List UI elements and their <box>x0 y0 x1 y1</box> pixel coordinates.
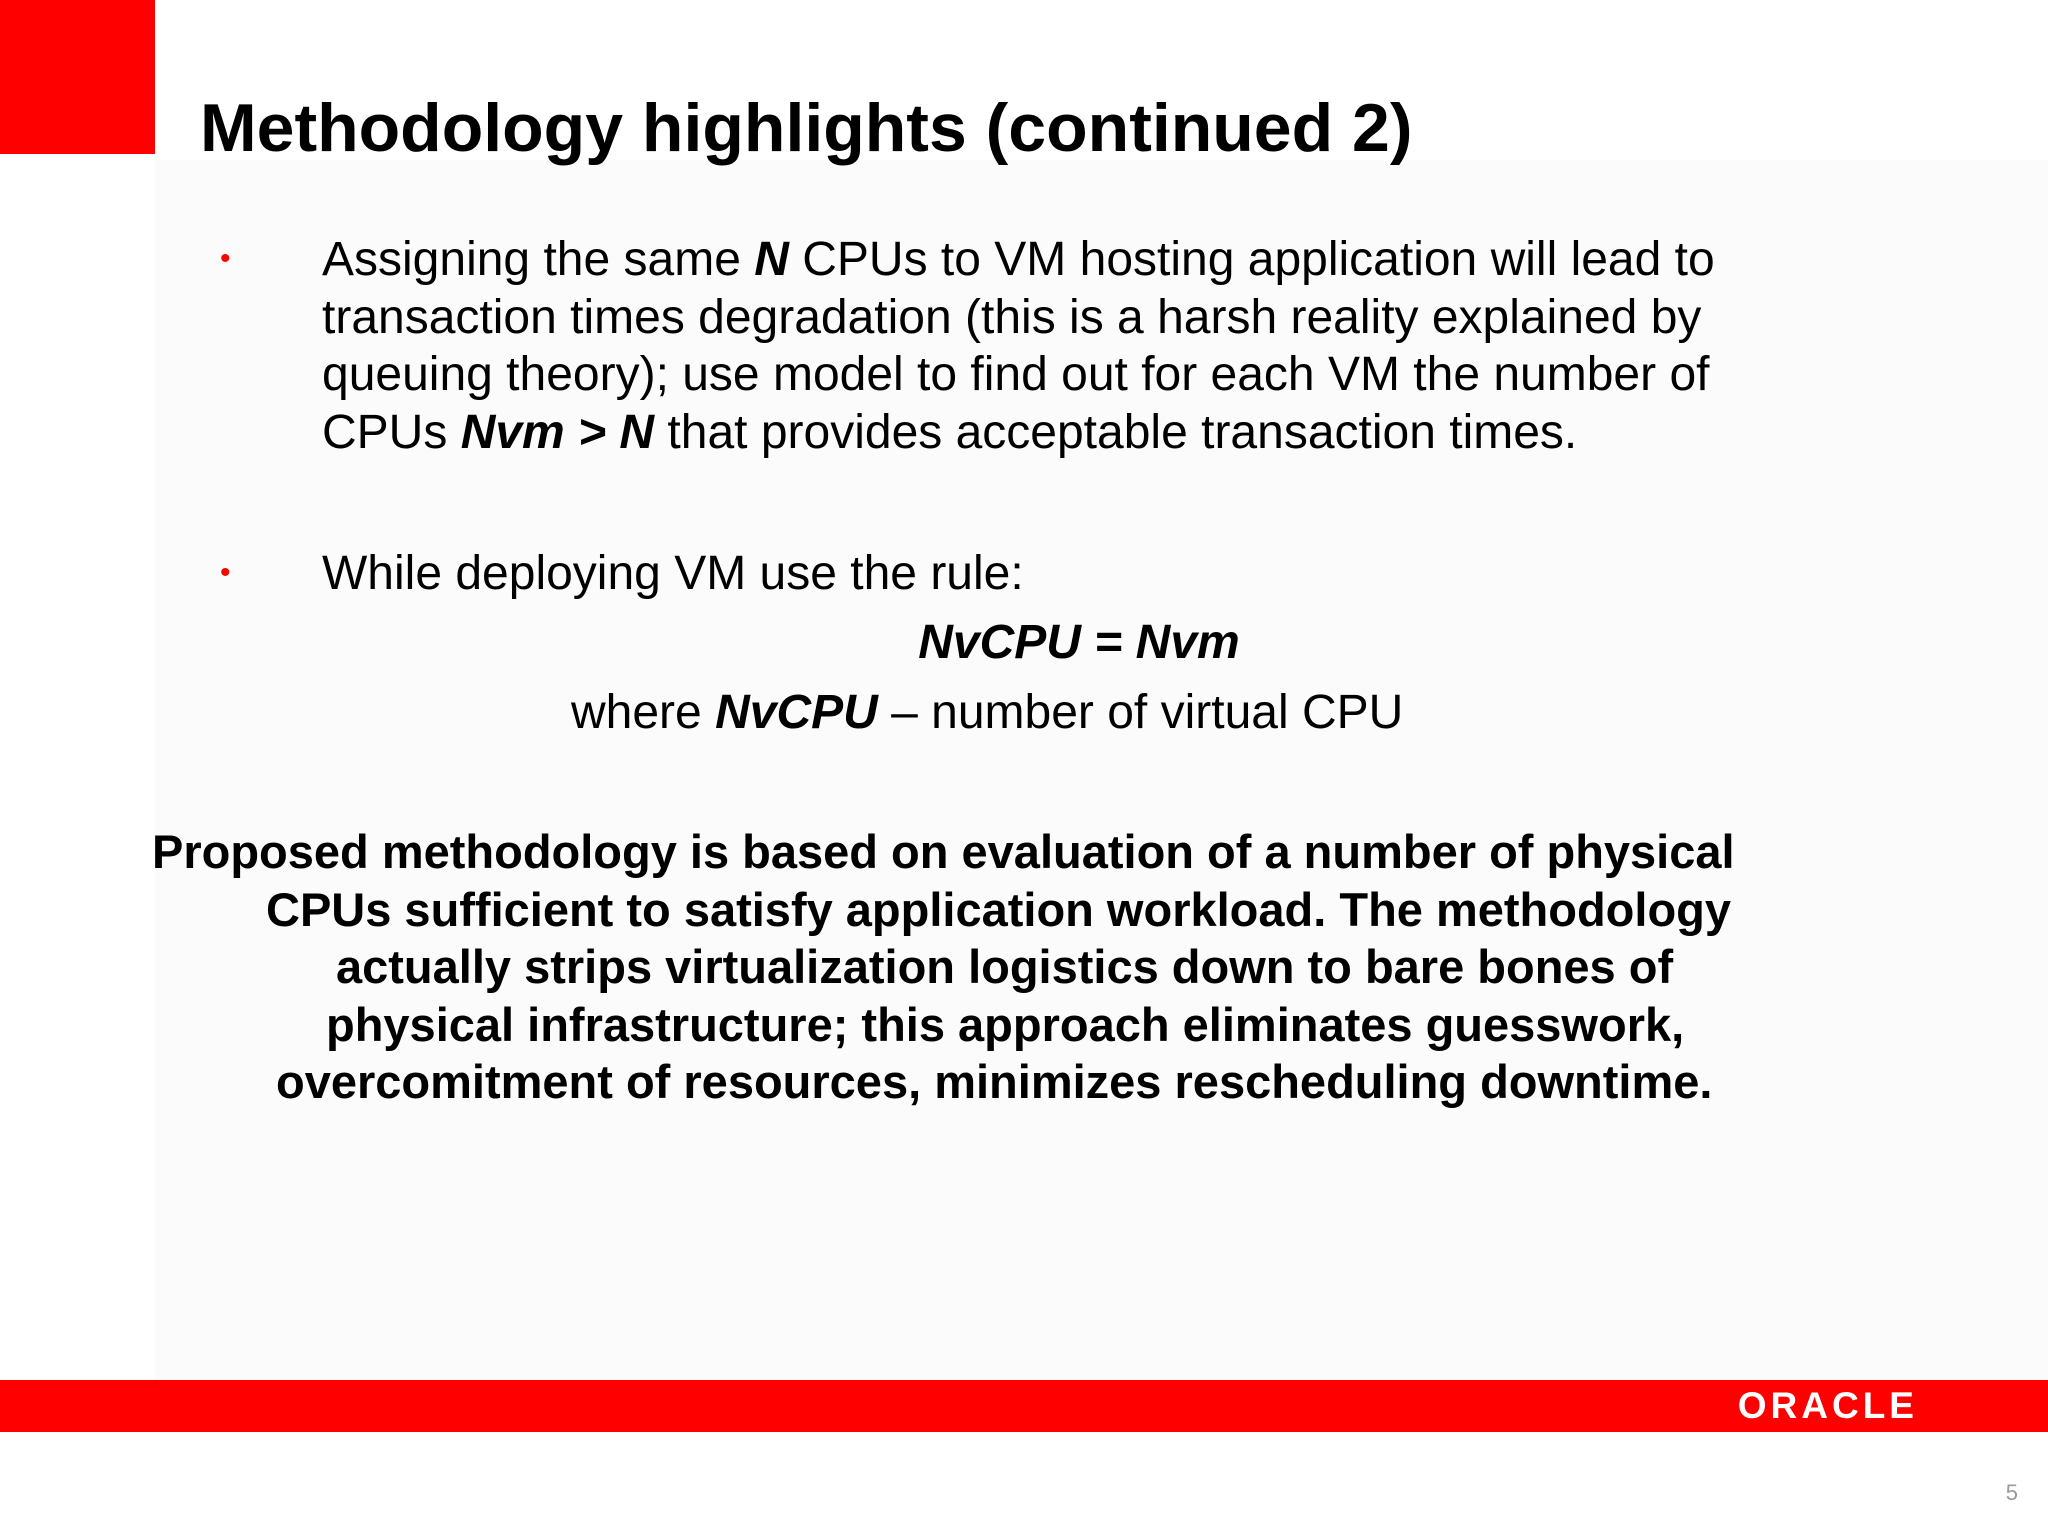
variable-nvcpu: NvCPU <box>715 686 878 739</box>
slide-title: Methodology highlights (continued 2) <box>200 90 1413 166</box>
brand-corner-block <box>0 0 155 154</box>
oracle-logo: ORACLE <box>1737 1385 1918 1426</box>
conclusion-line-4: physical infrastructure; this approach eliminates guesswork, <box>326 997 1685 1051</box>
page-number: 5 <box>2005 1480 2018 1505</box>
conclusion-line-2: CPUs sufficient to satisfy application workload. The methodology <box>266 882 1732 936</box>
conclusion-line-3: actually strips virtualization logistics down to bare bones of <box>336 940 1674 993</box>
bullet-1-line-3: queuing theory); use model to find out for each VM the number of <box>322 348 1710 401</box>
bullet-2 <box>322 545 1024 603</box>
rule-definition: where NvCPU – number of virtual CPU <box>571 686 1404 739</box>
bullet-marker: • <box>220 556 231 589</box>
variable-n: N <box>754 233 789 286</box>
bullet-marker: • <box>220 242 231 275</box>
bullet-1-line-1: Assigning the same N CPUs to VM hosting application will lead to <box>322 233 1715 286</box>
footer-bar <box>0 1380 2048 1432</box>
inequality-nvm-n: Nvm > N <box>460 405 655 459</box>
conclusion-paragraph <box>150 823 1900 1111</box>
bullet-1-line-2: transaction times degradation (this is a harsh reality explained by <box>322 290 1702 344</box>
bullet-1 <box>322 231 1715 461</box>
conclusion-line-5: overcomitment of resources, minimizes rescheduling downtime. <box>276 1055 1713 1108</box>
conclusion-line-1: Proposed methodology is based on evaluation of a number of physical <box>152 825 1735 878</box>
rule-formula: NvCPU = Nvm <box>918 616 1240 669</box>
bullet-1-line-4: CPUs Nvm > N that provides acceptable transaction times. <box>322 405 1578 459</box>
bullet-2-text: While deploying VM use the rule: <box>322 547 1024 600</box>
